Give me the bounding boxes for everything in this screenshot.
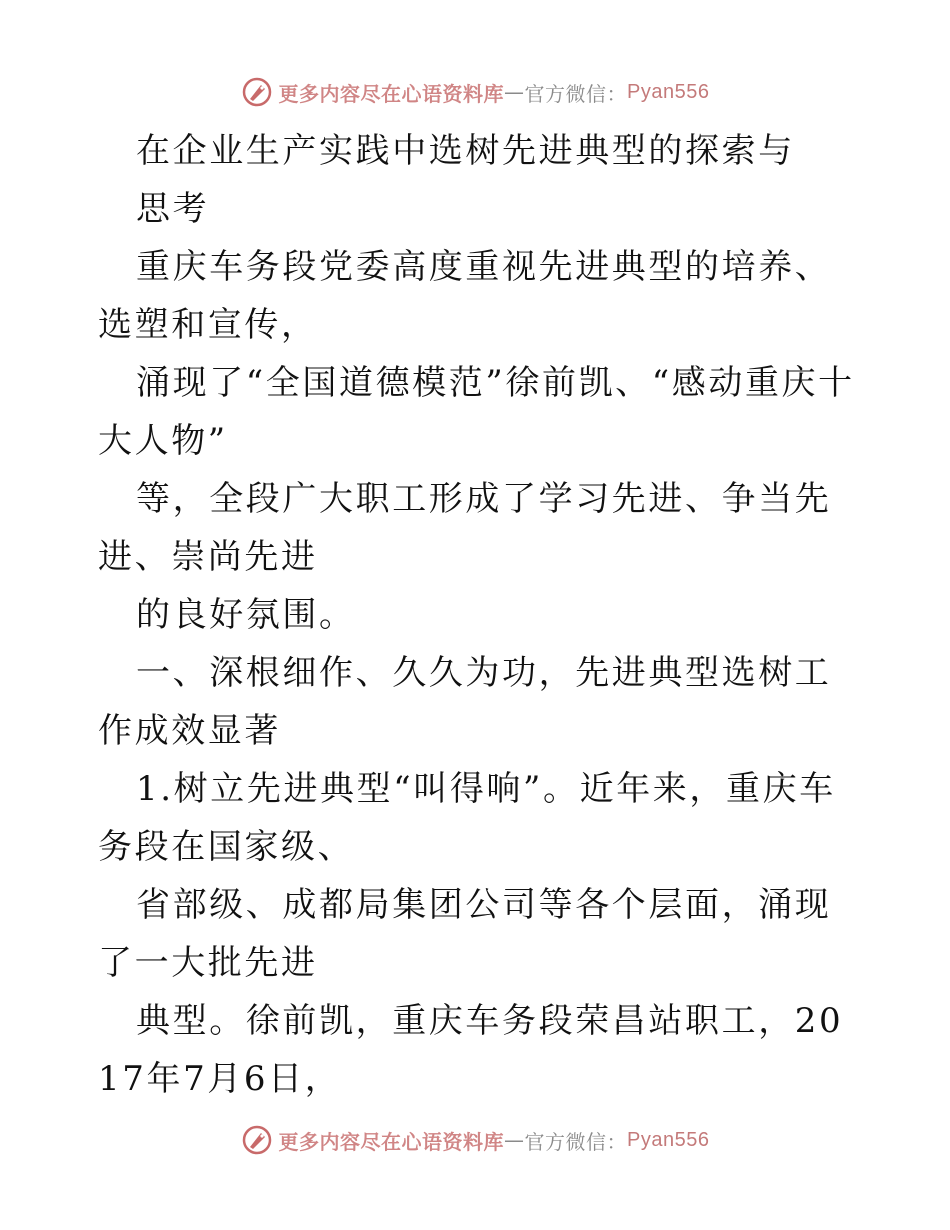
paragraph: 1.树立先进典型“叫得响”。近年来，重庆车务段在国家级、: [98, 769, 836, 867]
paragraph: 的良好氛围。: [136, 595, 356, 635]
footer-watermark: [0, 1120, 950, 1160]
watermark-label: 官方微信：: [524, 1129, 628, 1154]
paragraph: 省部级、成都局集团公司等各个层面，涌现了一大批先进: [98, 885, 832, 983]
paragraph: 涌现了“全国道德模范”徐前凯、“感动重庆十大人物”: [98, 363, 855, 461]
document-body: [98, 122, 858, 1108]
header-watermark: [0, 72, 950, 112]
paragraph-title-2: 思考: [136, 189, 210, 229]
watermark-wechat: Pyan556: [627, 80, 710, 103]
watermark-site: 更多内容尽在心语资料库: [278, 1129, 505, 1154]
pen-nib-logo-icon: [241, 76, 273, 108]
watermark-site: 更多内容尽在心语资料库: [278, 81, 505, 106]
watermark-dash: —: [504, 80, 525, 104]
section-heading: 一、深根细作、久久为功，先进典型选树工作成效显著: [98, 653, 832, 751]
watermark-dash: —: [504, 1128, 525, 1152]
paragraph: 典型。徐前凯，重庆车务段荣昌站职工，2017年7月6日，: [98, 1001, 844, 1099]
paragraph-title-1: 在企业生产实践中选树先进典型的探索与: [136, 131, 795, 171]
watermark-label: 官方微信：: [524, 81, 628, 106]
pen-nib-logo-icon: [241, 1124, 273, 1156]
paragraph: 等，全段广大职工形成了学习先进、争当先进、崇尚先进: [98, 479, 832, 577]
watermark-wechat: Pyan556: [627, 1128, 710, 1151]
paragraph: 重庆车务段党委高度重视先进典型的培养、选塑和宣传，: [98, 247, 832, 345]
